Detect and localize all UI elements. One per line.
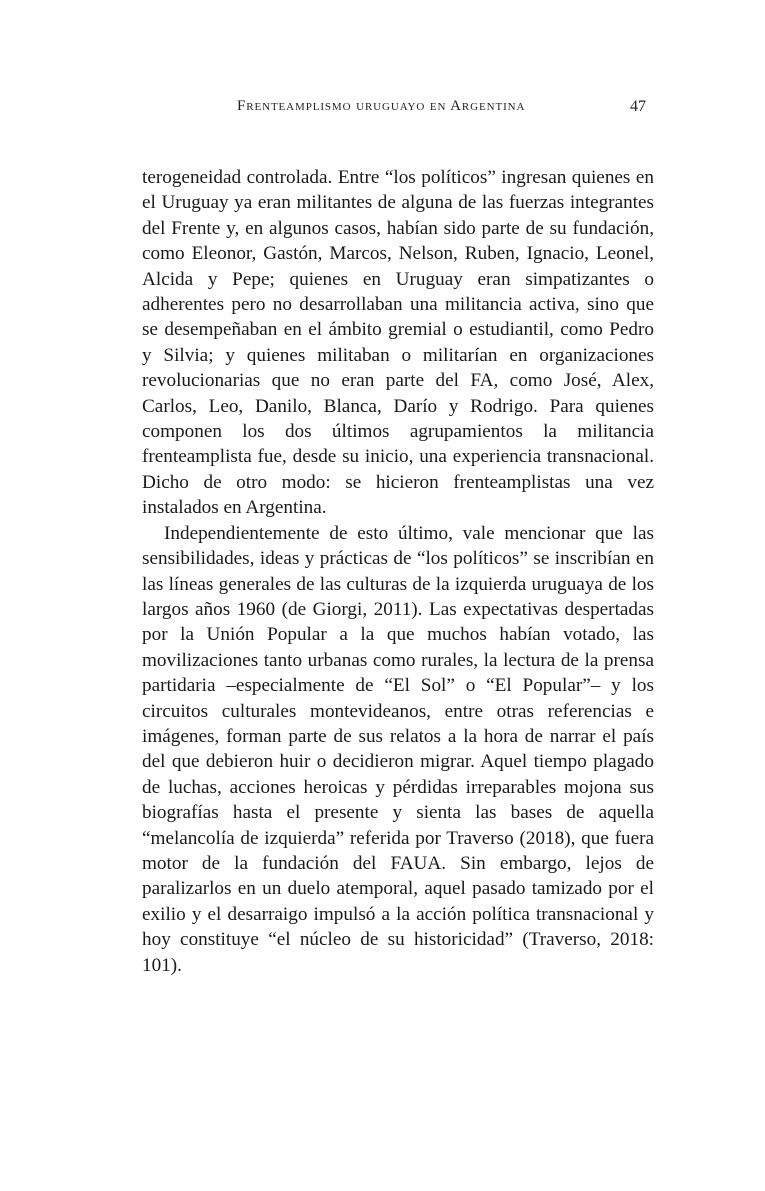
body-text — [142, 165, 654, 978]
paragraph-2: Independientemente de esto último, vale mencionar que las sensibilidades, ideas y prácticas de “los políticos” se inscribían en las líneas generales de las culturas de la izquierda uruguaya de los largos años 1960 (de Giorgi, 2011). Las expectativas despertadas por la Unión Popular a la que muchos habían votado, las movilizaciones tanto urbanas como rurales, la lectura de la prensa partidaria –especialmente de “El Sol” o “El Popular”– y los circuitos culturales montevideanos, entre otras referencias e imágenes, forman parte de sus relatos a la hora de narrar el país del que debieron huir o decidieron migrar. Aquel tiempo plagado de luchas, acciones heroicas y pérdidas irreparables mojona sus biografías hasta el presente y sienta las bases de aquella “melancolía de izquierda” referida por Traverso (2018), que fuera motor de la fundación del FAUA. Sin embargo, lejos de paralizarlos en un duelo atemporal, aquel pasado tamizado por el exilio y el desarraigo impulsó a la acción política transnacional y hoy constituye “el núcleo de su historicidad” (Traverso, 2018: 101). — [142, 522, 654, 976]
paragraph-1: terogeneidad controlada. Entre “los políticos” ingresan quienes en el Uruguay ya eran militantes de alguna de las fuerzas integrantes del Frente y, en algunos casos, habían sido parte de su fundación, como Eleonor, Gastón, Marcos, Nelson, Ruben, Ignacio, Leonel, Alcida y Pepe; quienes en Uruguay eran simpatizantes o adherentes pero no desarrollaban una militancia activa, sino que se desempeñaban en el ámbito gremial o estudiantil, como Pedro y Silvia; y quienes militaban o militarían en organizaciones revolucionarias que no eran parte del FA, como José, Alex, Carlos, Leo, Danilo, Blanca, Darío y Rodrigo. Para quienes componen los dos últimos agrupamientos la militancia frenteamplista fue, desde su inicio, una experiencia transnacional. Dicho de otro modo: se hicieron frenteamplistas una vez instalados en Argentina. — [142, 167, 654, 519]
page-number: 47 — [630, 98, 646, 115]
running-header — [0, 98, 765, 122]
running-title: Frenteamplismo uruguayo en Argentina — [237, 98, 526, 114]
